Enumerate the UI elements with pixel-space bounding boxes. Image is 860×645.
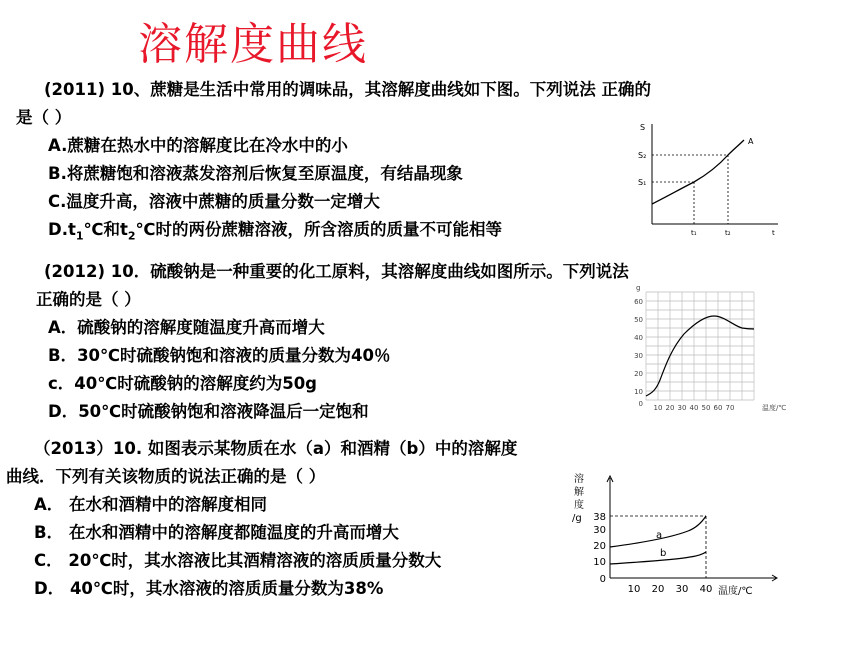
q2011-option-a: A.蔗糖在热水中的溶解度比在冷水中的小	[48, 136, 348, 155]
svg-text:溶: 溶	[574, 474, 584, 485]
svg-text:40: 40	[634, 334, 643, 342]
q2012-stem-line2: 正确的是（ ）	[36, 290, 141, 309]
svg-text:40: 40	[689, 404, 699, 412]
svg-text:40: 40	[699, 584, 713, 595]
svg-text:30: 30	[634, 352, 643, 360]
q2012-y-unit: g	[636, 284, 641, 292]
question-2012	[16, 258, 629, 426]
svg-text:10: 10	[653, 404, 663, 412]
page-title: 溶解度曲线	[138, 19, 368, 70]
svg-text:20: 20	[593, 541, 606, 552]
svg-text:30: 30	[675, 584, 689, 595]
q2011-t2-label: t₂	[725, 229, 731, 237]
q2012-solubility-graph	[626, 282, 804, 414]
q2012-stem-line1: (2012) 10．硫酸钠是一种重要的化工原料，其溶解度曲线如图所示。下列说法	[44, 262, 629, 281]
svg-text:解: 解	[574, 487, 584, 498]
svg-text:70: 70	[725, 404, 735, 412]
svg-text:50: 50	[634, 316, 643, 324]
question-2013	[6, 435, 517, 603]
q2012-x-axis-label: 温度/℃	[762, 404, 787, 412]
q2011-t1-label: t₁	[691, 229, 697, 237]
q2013-option-b: B． 在水和酒精中的溶解度都随温度的升高而增大	[34, 523, 399, 542]
q2013-curve-a-label: a	[656, 530, 663, 541]
q2011-s2-label: S₂	[638, 151, 647, 160]
q2013-stem-line1: （2013）10. 如图表示某物质在水（a）和酒精（b）中的溶解度	[34, 439, 518, 458]
svg-text:20: 20	[665, 404, 675, 412]
svg-text:20: 20	[634, 370, 643, 378]
q2011-stem-line1: (2011) 10、蔗糖是生活中常用的调味品，其溶解度曲线如下图。下列说法 正确的	[44, 80, 651, 99]
svg-text:50: 50	[701, 404, 711, 412]
q2012-option-b: B．30℃时硫酸钠饱和溶液的质量分数为40％	[48, 346, 391, 365]
svg-text:10: 10	[627, 584, 641, 595]
svg-text:38: 38	[593, 512, 606, 523]
svg-text:/g: /g	[572, 513, 582, 524]
svg-text:20: 20	[651, 584, 665, 595]
q2012-option-d: D．50℃时硫酸钠饱和溶液降温后一定饱和	[48, 402, 369, 421]
svg-text:60: 60	[713, 404, 723, 412]
q2011-option-c: C.温度升高，溶液中蔗糖的质量分数一定增大	[48, 192, 380, 211]
q2011-solubility-graph	[632, 118, 782, 240]
svg-text:30: 30	[677, 404, 687, 412]
question-2011	[16, 76, 651, 250]
q2011-y-axis-label: S	[640, 123, 646, 132]
q2011-curve-label: A	[748, 137, 754, 146]
svg-text:0: 0	[638, 400, 643, 408]
svg-text:0: 0	[599, 574, 606, 585]
q2012-option-c: c．40℃时硫酸钠的溶解度约为50g	[48, 374, 317, 393]
svg-text:10: 10	[634, 388, 643, 396]
q2011-s1-label: S₁	[638, 178, 647, 187]
q2013-stem-line2: 曲线．下列有关该物质的说法正确的是（ ）	[6, 467, 326, 486]
q2013-option-d: D． 40℃时，其水溶液的溶质质量分数为38%	[34, 579, 384, 598]
q2011-option-b: B.将蔗糖饱和溶液蒸发溶剂后恢复至原温度，有结晶现象	[48, 164, 463, 183]
q2011-stem-line2: 是（ ）	[16, 108, 72, 127]
q2013-x-axis-label: 温度/℃	[718, 586, 753, 597]
q2013-option-a: A． 在水和酒精中的溶解度相同	[34, 495, 268, 514]
q2013-option-c: C． 20℃时，其水溶液比其酒精溶液的溶质质量分数大	[34, 551, 442, 570]
svg-text:30: 30	[593, 525, 606, 536]
q2013-solubility-graph	[570, 468, 780, 600]
svg-text:60: 60	[634, 298, 643, 306]
q2011-x-axis-label: t	[772, 229, 775, 237]
svg-text:度: 度	[574, 500, 584, 511]
q2013-curve-b-label: b	[660, 548, 667, 559]
q2012-option-a: A．硫酸钠的溶解度随温度升高而增大	[48, 318, 325, 337]
svg-text:10: 10	[593, 557, 606, 568]
q2011-option-d: $D.t_1℃$和$t_2℃$时的两份蔗糖溶液，所含溶质的质量不可能相等	[48, 220, 503, 243]
